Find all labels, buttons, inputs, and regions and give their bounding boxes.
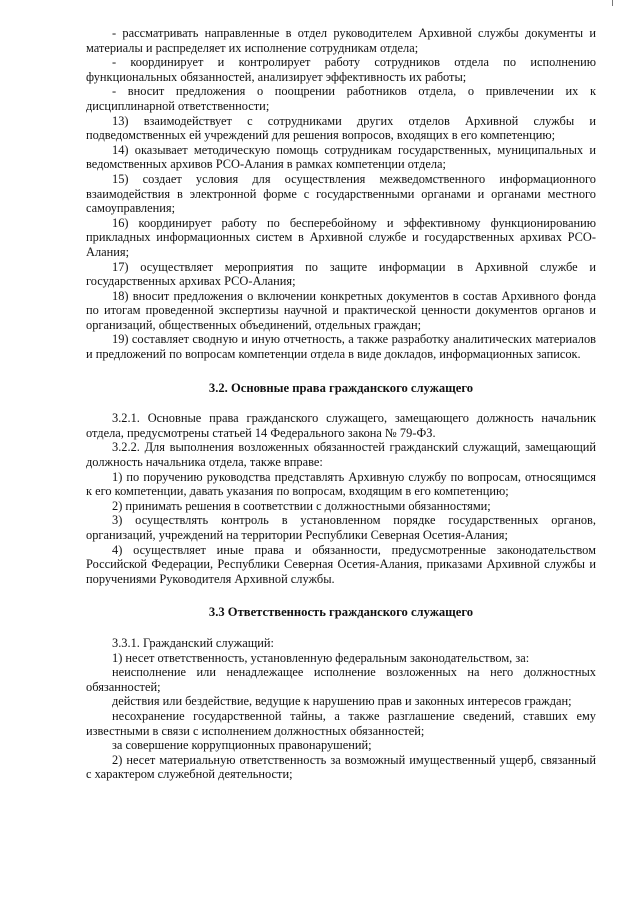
paragraph: 2) принимать решения в соответствии с должностными обязанностями; xyxy=(112,498,491,513)
section-heading: 3.3 Ответственность гражданского служащего xyxy=(208,605,474,620)
paragraph: 1) по поручению руководства представлять Архивную службу по вопросам, относящимся к его компетенции, давать указания по вопросам, входящим в его компетенцию; xyxy=(86,469,596,499)
paragraph: 3.2.1. Основные права гражданского служащего, замещающего должность начальник отдела, предусмотрены статьей 14 Федерального закона № 79-ФЗ. xyxy=(86,411,596,440)
paragraph: 4) осуществляет иные права и обязанности, предусмотренные законодательством Российской Федерации, Республики Северная Осетия-Алания, приказами Архивной службы и поручениями Руководителя Архивной службы. xyxy=(86,542,596,586)
paragraph: действия или бездействие, ведущие к нарушению прав и законных интересов граждан; xyxy=(112,694,572,709)
section-heading: 3.2. Основные права гражданского служащего xyxy=(208,380,474,395)
paragraph: 2) несет материальную ответственность за возможный имущественный ущерб, связанный с характером служебной деятельности; xyxy=(86,752,596,782)
scan-mark xyxy=(612,0,613,6)
paragraph: 17) осуществляет мероприятия по защите информации в Архивной службе и государственных архивах РСО-Алания; xyxy=(86,259,596,289)
paragraph: неисполнение или ненадлежащее исполнение возложенных на него должностных обязанностей; xyxy=(86,665,596,694)
paragraph: 14) оказывает методическую помощь сотрудникам государственных, муниципальных и ведомственных архивов РСО-Алания в рамках компетенции отдела; xyxy=(86,142,596,172)
paragraph: - координирует и контролирует работу сотрудников отдела по исполнению функциональных обязанностей, анализирует эффективность их работы; xyxy=(86,55,596,84)
paragraph: 18) вносит предложения о включении конкретных документов в состав Архивного фонда по итогам проведенной экспертизы научной и практической ценности документов органов и организаций, общественных объединений, отдельных граждан; xyxy=(86,288,596,332)
paragraph: 19) составляет сводную и иную отчетность, а также разработку аналитических материалов и предложений по вопросам компетенции отдела в виде докладов, информационных записок. xyxy=(86,332,596,362)
paragraph: за совершение коррупционных правонарушений; xyxy=(112,738,372,753)
paragraph: - вносит предложения о поощрении работников отдела, о привлечении их к дисциплинарной ответственности; xyxy=(86,84,596,113)
paragraph: 13) взаимодействует с сотрудниками других отделов Архивной службы и подведомственных ей учреждений для решения вопросов, входящих в его компетенцию; xyxy=(86,113,596,143)
paragraph: 15) создает условия для осуществления межведомственного информационного взаимодействия в электронной форме с государственными органами и органами местного самоуправления; xyxy=(86,171,596,216)
document-body xyxy=(86,26,596,782)
paragraph: 3.2.2. Для выполнения возложенных обязанностей гражданский служащий, замещающий должность начальника отдела, также вправе: xyxy=(86,440,596,470)
paragraph: несохранение государственной тайны, а также разглашение сведений, ставших ему известными в связи с исполнением должностных обязанностей; xyxy=(86,708,596,738)
paragraph: 3.3.1. Гражданский служащий: xyxy=(112,635,274,650)
paragraph: 3) осуществлять контроль в установленном порядке государственных органов, организаций, учреждений на территории Республики Северная Осетия-Алания; xyxy=(86,513,596,542)
paragraph: 16) координирует работу по бесперебойному и эффективному функционированию прикладных информационных систем в Архивной службе и государственных архивах РСО-Алания; xyxy=(86,215,596,259)
paragraph: 1) несет ответственность, установленную федеральным законодательством, за: xyxy=(112,650,530,665)
paragraph: - рассматривать направленные в отдел руководителем Архивной службы документы и материалы и распределяет их исполнение сотрудникам отдела; xyxy=(86,26,596,55)
